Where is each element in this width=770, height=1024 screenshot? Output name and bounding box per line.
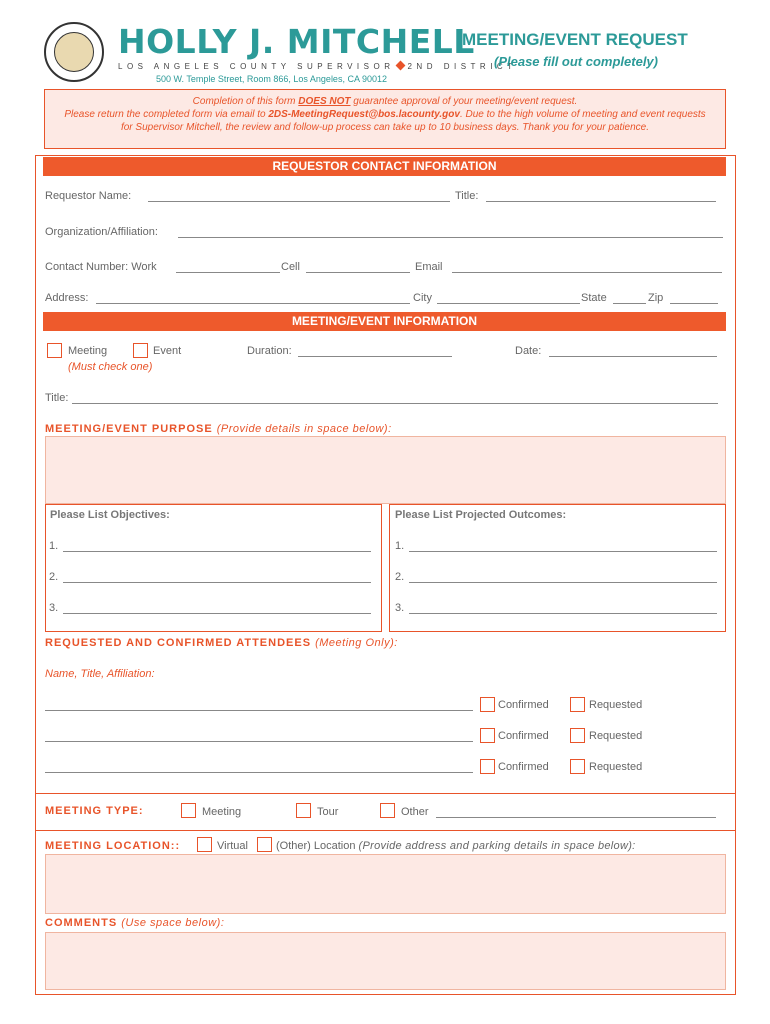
- requestor-name-label: Requestor Name:: [45, 190, 132, 202]
- attendee-1-requested-checkbox[interactable]: [570, 697, 585, 712]
- organization-label: Organization/Affiliation:: [45, 226, 158, 238]
- purpose-heading: MEETING/EVENT PURPOSE (Provide details in space below):: [45, 423, 392, 435]
- attendee-2-field[interactable]: [45, 730, 473, 742]
- confirmed-label: Confirmed: [498, 699, 549, 711]
- attendee-2-confirmed-checkbox[interactable]: [480, 728, 495, 743]
- type-other-label: Other: [401, 806, 429, 818]
- meeting-type-label: MEETING TYPE:: [45, 805, 144, 817]
- county-seal: [44, 22, 104, 82]
- duration-field[interactable]: [298, 345, 452, 357]
- objective-num: 1.: [49, 540, 59, 552]
- work-phone-label: Contact Number: Work: [45, 261, 157, 273]
- must-check-hint: (Must check one): [68, 361, 153, 373]
- organization-field[interactable]: [178, 226, 723, 238]
- city-field[interactable]: [437, 292, 580, 304]
- notice-text: Completion of this form DOES NOT guarantee approval of your meeting/event request. Please return the completed form via email to 2DS-MeetingRequest@bos.lacounty.gov. Due to the high volume of meeting and event requests for Supervisor Mitchell, the review and follow-up process can take up to 10 business days. Thank you for your patience.: [64, 96, 706, 133]
- attendee-1-field[interactable]: [45, 699, 473, 711]
- meeting-heading: MEETING/EVENT INFORMATION: [43, 312, 726, 331]
- outcome-3-field[interactable]: [409, 602, 717, 614]
- office-address: 500 W. Temple Street, Room 866, Los Angeles, CA 90012: [156, 74, 387, 84]
- type-other-field[interactable]: [436, 806, 716, 818]
- outcomes-heading: Please List Projected Outcomes:: [395, 509, 567, 521]
- title-field[interactable]: [486, 190, 716, 202]
- attendee-3-confirmed-checkbox[interactable]: [480, 759, 495, 774]
- outcome-num: 2.: [395, 571, 405, 583]
- objective-3-field[interactable]: [63, 602, 371, 614]
- meeting-location-label: MEETING LOCATION::: [45, 840, 181, 852]
- type-tour-label: Tour: [317, 806, 339, 818]
- location-other-label: (Other) Location (Provide address and parking details in space below):: [276, 840, 636, 852]
- cell-field[interactable]: [306, 261, 410, 273]
- objective-num: 2.: [49, 571, 59, 583]
- event-checkbox[interactable]: [133, 343, 148, 358]
- city-label: City: [413, 292, 432, 304]
- outcome-1-field[interactable]: [409, 540, 717, 552]
- comments-textarea[interactable]: [45, 932, 726, 990]
- location-virtual-checkbox[interactable]: [197, 837, 212, 852]
- address-label: Address:: [45, 292, 89, 304]
- requestor-name-field[interactable]: [148, 190, 450, 202]
- comments-label: COMMENTS (Use space below):: [45, 917, 225, 929]
- email-label: Email: [415, 261, 443, 273]
- attendee-3-field[interactable]: [45, 761, 473, 773]
- outcome-2-field[interactable]: [409, 571, 717, 583]
- event-label: Event: [153, 345, 182, 357]
- supervisor-subtitle: LOS ANGELES COUNTY SUPERVISOR 2ND DISTRICT: [118, 62, 517, 71]
- purpose-textarea[interactable]: [45, 436, 726, 504]
- objectives-heading: Please List Objectives:: [50, 509, 170, 521]
- outcome-num: 1.: [395, 540, 405, 552]
- event-title-field[interactable]: [72, 392, 718, 404]
- address-field[interactable]: [96, 292, 410, 304]
- date-label: Date:: [515, 345, 542, 357]
- type-tour-checkbox[interactable]: [296, 803, 311, 818]
- notice-box: [44, 89, 726, 149]
- diamond-icon: [396, 61, 406, 71]
- form-title: MEETING/EVENT REQUEST: [462, 30, 688, 49]
- zip-label: Zip: [648, 292, 664, 304]
- requested-label: Requested: [589, 730, 643, 742]
- type-meeting-checkbox[interactable]: [181, 803, 196, 818]
- meeting-checkbox[interactable]: [47, 343, 62, 358]
- attendee-1-confirmed-checkbox[interactable]: [480, 697, 495, 712]
- seal-emblem: [54, 32, 94, 72]
- type-meeting-label: Meeting: [202, 806, 242, 818]
- confirmed-label: Confirmed: [498, 761, 549, 773]
- title-label: Title:: [455, 190, 479, 202]
- date-field[interactable]: [549, 345, 717, 357]
- location-textarea[interactable]: [45, 854, 726, 914]
- outcome-num: 3.: [395, 602, 405, 614]
- contact-heading: REQUESTOR CONTACT INFORMATION: [43, 157, 726, 176]
- attendee-2-requested-checkbox[interactable]: [570, 728, 585, 743]
- requested-label: Requested: [589, 761, 643, 773]
- work-phone-field[interactable]: [176, 261, 280, 273]
- meeting-label: Meeting: [68, 345, 108, 357]
- type-other-checkbox[interactable]: [380, 803, 395, 818]
- divider: [35, 793, 736, 794]
- objective-1-field[interactable]: [63, 540, 371, 552]
- location-other-checkbox[interactable]: [257, 837, 272, 852]
- attendee-3-requested-checkbox[interactable]: [570, 759, 585, 774]
- location-virtual-label: Virtual: [217, 840, 248, 852]
- zip-field[interactable]: [670, 292, 718, 304]
- supervisor-name: HOLLY J. MITCHELL: [118, 22, 475, 61]
- divider: [35, 830, 736, 831]
- attendees-heading: REQUESTED AND CONFIRMED ATTENDEES (Meeting Only):: [45, 637, 398, 649]
- cell-label: Cell: [281, 261, 300, 273]
- attendees-subhead: Name, Title, Affiliation:: [45, 668, 155, 680]
- event-title-label: Title:: [45, 392, 69, 404]
- objective-num: 3.: [49, 602, 59, 614]
- duration-label: Duration:: [247, 345, 292, 357]
- state-label: State: [581, 292, 607, 304]
- confirmed-label: Confirmed: [498, 730, 549, 742]
- state-field[interactable]: [613, 292, 646, 304]
- requested-label: Requested: [589, 699, 643, 711]
- objective-2-field[interactable]: [63, 571, 371, 583]
- email-field[interactable]: [452, 261, 722, 273]
- form-subtitle: (Please fill out completely): [494, 54, 658, 69]
